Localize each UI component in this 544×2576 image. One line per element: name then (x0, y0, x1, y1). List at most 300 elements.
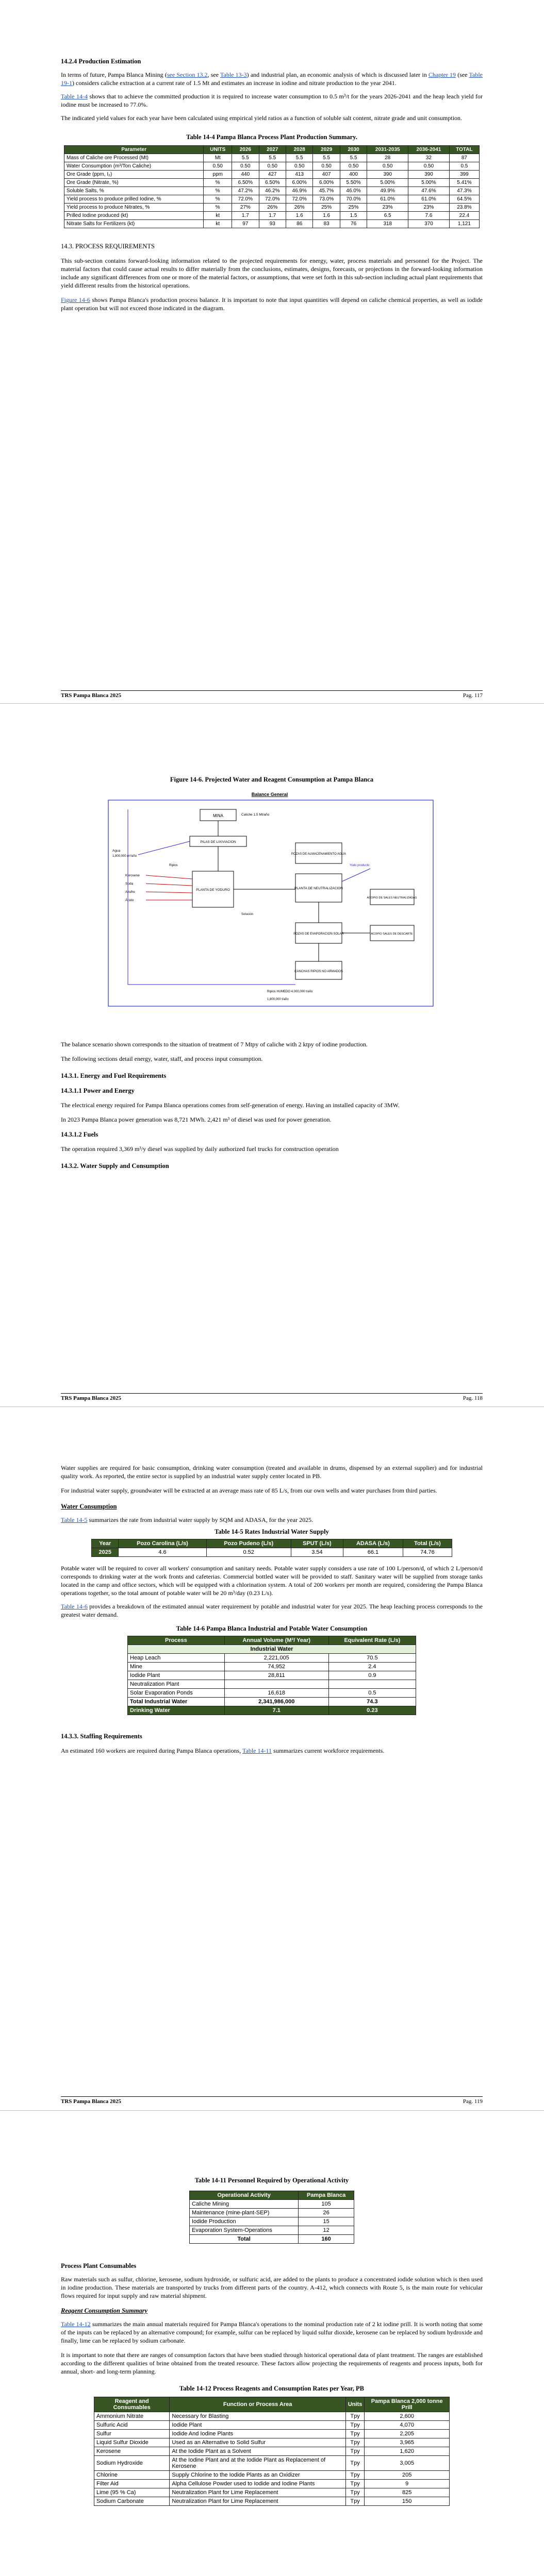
page-footer (61, 1393, 483, 1401)
table-cell: 440 (232, 171, 259, 179)
footer-page-number: Pag. 119 (463, 2098, 483, 2105)
table-header-cell: Parameter (64, 146, 204, 154)
table-cell: 1.6 (286, 212, 312, 220)
table-cell: 0.50 (259, 162, 286, 171)
table-cell: kt (204, 212, 232, 220)
table-cell: Supply Chlorine to the Iodide Plants as an Oxidizer (170, 2471, 345, 2480)
table-cell: 2,205 (365, 2430, 450, 2438)
table-header-cell: Pozo Pudeno (L/s) (206, 1539, 291, 1548)
table-cell: Iodide And Iodine Plants (170, 2430, 345, 2438)
table-header-row (128, 1636, 416, 1645)
table-cell: 5.41% (449, 179, 479, 187)
table-cell: ppm (204, 171, 232, 179)
table-header-cell: 2029 (313, 146, 340, 154)
table-cell (328, 1680, 416, 1689)
page-117 (0, 0, 544, 703)
table-cell (224, 1680, 328, 1689)
table-header-cell: Function or Process Area (170, 2397, 345, 2412)
table-cell: 15 (299, 2217, 354, 2226)
paragraph: The following sections detail energy, water, staff, and process input consumption. (61, 1055, 263, 1062)
table-cell: 0.50 (408, 162, 450, 171)
table-header-cell: Annual Volume (M³/ Year) (224, 1636, 328, 1645)
label-soda: Soda (125, 882, 134, 886)
link-table-14-12[interactable]: Table 14-12 (61, 2320, 91, 2328)
table-header-cell: 2028 (286, 146, 312, 154)
table-cell: 46.0% (340, 187, 367, 195)
production-summary-table (64, 145, 480, 228)
table-header-cell: ADASA (L/s) (343, 1539, 403, 1548)
table-cell: 5.00% (408, 179, 450, 187)
table-cell: Sodium Carbonate (94, 2497, 170, 2506)
table-cell: Liquid Sulfur Dioxide (94, 2438, 170, 2447)
table-cell: Tpy (345, 2438, 365, 2447)
section-heading-power: 14.3.1.1 Power and Energy (61, 1087, 135, 1094)
table-caption: Table 14-5 Rates Industrial Water Supply (215, 1528, 329, 1535)
table-cell: 1.6 (313, 212, 340, 220)
water-supply-table (91, 1539, 452, 1557)
table-subheader-row (128, 1645, 416, 1654)
table-cell: 74.3 (328, 1698, 416, 1706)
link-table-19-1[interactable]: Table 19-1 (61, 71, 483, 87)
section-heading-consumables: Process Plant Consumables (61, 2262, 137, 2269)
table-cell: 6.00% (286, 179, 312, 187)
table-cell: 2025 (92, 1548, 119, 1557)
table-row (190, 2235, 354, 2244)
label-pozas-almacenamiento: POZAS DE ALMACENAMIENTO AGUA (291, 853, 347, 856)
table-cell: 1,121 (449, 220, 479, 228)
table-row (128, 1671, 416, 1680)
table-cell: 5.50% (340, 179, 367, 187)
table-cell: % (204, 179, 232, 187)
table-row (190, 2226, 354, 2235)
paragraph: This sub-section contains forward-looking information related to the projected requirements for energy, water, process materials and personnel for the Project. The material factors that could cause actual results to differ materially from the conclusions, estimates, designs, forecasts, or projections in the forward-looking information include any significant differences from one or more of the material factors, or assumptions, that were set forth in this sub-section including actual plant requirements that yield different results from the historical operations. (61, 257, 483, 289)
table-row (92, 1548, 452, 1557)
table-cell: 26% (259, 204, 286, 212)
table-header-cell: 2027 (259, 146, 286, 154)
footer-title: TRS Pampa Blanca 2025 (61, 1395, 122, 1401)
table-cell: 5.5 (340, 154, 367, 162)
table-cell: Mine (128, 1663, 225, 1671)
table-cell: 5.5 (259, 154, 286, 162)
table-cell: 23.8% (449, 204, 479, 212)
table-cell: 105 (299, 2200, 354, 2209)
table-cell: Used as an Alternative to Solid Sulfur (170, 2438, 345, 2447)
table-row (94, 2447, 450, 2456)
paragraph: The balance scenario shown corresponds to the situation of treatment of 7 Mtpy of caliche with 2 ktpy of iodine production. (61, 1041, 368, 1048)
table-caption: Table 14-4 Pampa Blanca Process Plant Production Summary. (186, 133, 357, 141)
table-cell: 0.50 (340, 162, 367, 171)
table-cell: 12 (299, 2226, 354, 2235)
table-cell: 9 (365, 2480, 450, 2488)
table-cell: Total Industrial Water (128, 1698, 225, 1706)
table-row (64, 187, 480, 195)
paragraph: An estimated 160 workers are required during Pampa Blanca operations, Table 14-11 summarizes current workforce requirements. (61, 1747, 385, 1754)
table-cell: Alpha Cellulose Powder used to Iodide and Iodine Plants (170, 2480, 345, 2488)
personnel-table (189, 2191, 354, 2244)
table-cell: Filter Aid (94, 2480, 170, 2488)
table-header-row (64, 146, 480, 154)
paragraph: It is important to note that there are ranges of consumption factors that have been studied through historical operational data of plant treatment. The ranges are established according to the different qualities of brine obtained from the treated resource. These factors allow projecting the requirements of reagents and process inputs, both for annual, short- and long-term planning. (61, 2351, 483, 2375)
table-header-cell: 2031-2035 (367, 146, 408, 154)
table-row (64, 204, 480, 212)
table-row (94, 2471, 450, 2480)
table-cell: Evaporation System-Operations (190, 2226, 299, 2235)
table-cell: 1,620 (365, 2447, 450, 2456)
table-cell: 6.50% (232, 179, 259, 187)
table-row (64, 212, 480, 220)
flow-line-reagent (146, 875, 192, 879)
table-cell: 46.2% (259, 187, 286, 195)
table-cell: 0.5 (328, 1689, 416, 1698)
table-cell: 32 (408, 154, 450, 162)
table-cell: % (204, 187, 232, 195)
footer-page-number: Pag. 118 (463, 1395, 483, 1401)
table-cell: 6.00% (313, 179, 340, 187)
table-cell: Yield process to produce prilled Iodine, % (64, 195, 204, 204)
table-cell: 1.7 (259, 212, 286, 220)
table-cell: 2,600 (365, 2412, 450, 2421)
paragraph: Table 14-6 provides a breakdown of the estimated annual water requirement by potable and industrial water for year 2025. The heap leaching process corresponds to the greatest water demand. (61, 1603, 483, 1618)
label-acido: Ácido (125, 899, 134, 902)
table-cell: 2,221,005 (224, 1654, 328, 1663)
table-header-cell: Equivalent Rate (L/s) (328, 1636, 416, 1645)
table-cell: % (204, 195, 232, 204)
table-cell: Necessary for Blasting (170, 2412, 345, 2421)
paragraph: In 2023 Pampa Blanca power generation was 8,721 MWh. 2,421 m³ of diesel was used for power generation. (61, 1116, 332, 1123)
link-chapter-19[interactable]: Chapter 19 (428, 71, 456, 78)
table-header-cell: Total (L/s) (403, 1539, 452, 1548)
table-cell: 1.7 (232, 212, 259, 220)
table-header-row (94, 2397, 450, 2412)
table-cell: 23% (367, 204, 408, 212)
table-header-cell: Units (345, 2397, 365, 2412)
table-cell: 49.9% (367, 187, 408, 195)
table-cell: Heap Leach (128, 1654, 225, 1663)
table-cell: 61.0% (367, 195, 408, 204)
table-row (94, 2421, 450, 2430)
table-cell: 72.0% (286, 195, 312, 204)
table-cell: 1.5 (340, 212, 367, 220)
table-cell: 70.5 (328, 1654, 416, 1663)
label-ripios: Ripios (169, 864, 178, 867)
paragraph: Raw materials such as sulfur, chlorine, kerosene, sodium hydroxide, or sulfuric acid, are added to the plants to produce a concentrated iodide solution which is then used in iodine production. These materials are transported by trucks from different parts of the country. A-412, which connects with Route 5, is the main route for vehicular flows required for input supply and raw material shipment. (61, 2276, 483, 2299)
table-cell: 5.5 (313, 154, 340, 162)
table-cell: 3,005 (365, 2456, 450, 2471)
table-cell: Tpy (345, 2447, 365, 2456)
table-cell: 390 (408, 171, 450, 179)
table-caption: Table 14-12 Process Reagents and Consumption Rates per Year, PB (179, 2385, 364, 2392)
table-row (64, 171, 480, 179)
table-cell: Tpy (345, 2471, 365, 2480)
table-row (190, 2217, 354, 2226)
label-planta-yodo: PLANTA DE YODURO (196, 888, 230, 892)
table-header-cell: Pozo Carolina (L/s) (119, 1539, 206, 1548)
table-cell: 28,811 (224, 1671, 328, 1680)
paragraph: In terms of future, Pampa Blanca Mining (see Section 13.2, see Table 13-3) and industrial plan, an economic analysis of which is discussed later in Chapter 19 (see Table 19-1) considers caliche extraction at a current rate of 1.5 Mt and estimates an increase in iodine and nitrate production to the year 2041. (61, 71, 483, 87)
table-cell: Total (190, 2235, 299, 2244)
diagram-title: Balance General (251, 792, 288, 797)
table-cell: 4,070 (365, 2421, 450, 2430)
table-header-cell: Reagent and Consumables (94, 2397, 170, 2412)
table-cell: 5.5 (286, 154, 312, 162)
table-cell: Yield process to produce Nitrates, % (64, 204, 204, 212)
table-cell: 16,618 (224, 1689, 328, 1698)
table-row (190, 2209, 354, 2217)
paragraph: For industrial water supply, groundwater will be extracted at an average mass rate of 85 L/s, from our own wells and water purchases from third parties. (61, 1487, 437, 1494)
table-header-cell: 2036-2041 (408, 146, 450, 154)
link-table-14-6[interactable]: Table 14-6 (61, 1603, 88, 1610)
table-cell: Neutralization Plant (128, 1680, 225, 1689)
table-row (94, 2412, 450, 2421)
label-ripio-val: 1,800,000 t/año (267, 998, 289, 1001)
table-header-cell: Pampa Blanca 2,000 tonne Prill (365, 2397, 450, 2412)
table-subheader-cell: Industrial Water (128, 1645, 416, 1654)
table-cell: Neutralization Plant for Lime Replacement (170, 2488, 345, 2497)
flow-line-reagent (146, 884, 192, 886)
table-row (128, 1706, 416, 1715)
table-cell: Maintenance (mine-plant-SEP) (190, 2209, 299, 2217)
table-cell: Sulfuric Acid (94, 2421, 170, 2430)
section-heading-water-consumption: Water Consumption (61, 1503, 117, 1510)
table-cell: 399 (449, 171, 479, 179)
table-cell: 5.00% (367, 179, 408, 187)
label-agua-val: 1,800,000 m³/año (112, 855, 137, 858)
table-cell: 825 (365, 2488, 450, 2497)
table-cell: 97 (232, 220, 259, 228)
table-cell: 74,952 (224, 1663, 328, 1671)
table-header-cell: 2026 (232, 146, 259, 154)
link-section-13-2[interactable]: see Section 13.2 (167, 71, 208, 78)
table-cell: 0.52 (206, 1548, 291, 1557)
paragraph: The indicated yield values for each year have been calculated using empirical yield ratios as a function of soluble salt content, nitrate grade and unit consumption. (61, 114, 463, 122)
table-cell: 61.0% (408, 195, 450, 204)
table-cell: 45.7% (313, 187, 340, 195)
table-cell: 2.4 (328, 1663, 416, 1671)
table-header-cell: TOTAL (449, 146, 479, 154)
label-agua: Agua (112, 849, 121, 853)
label-kerosene: Kerosene (125, 874, 140, 877)
table-cell: Tpy (345, 2497, 365, 2506)
table-header-cell: SPUT (L/s) (291, 1539, 343, 1548)
table-row (64, 162, 480, 171)
table-cell: Tpy (345, 2480, 365, 2488)
table-cell: 427 (259, 171, 286, 179)
flow-line-reagent (146, 892, 192, 893)
table-header-cell: Operational Activity (190, 2191, 299, 2200)
label-pozas-evaporacion: POZAS DE EVAPORACION SOLAR (293, 933, 344, 936)
table-cell: At the Iodine Plant and at the Iodide Plant as Replacement of Kerosene (170, 2456, 345, 2471)
table-row (190, 2200, 354, 2209)
table-cell: 22.4 (449, 212, 479, 220)
table-cell: Nitrate Salts for Fertilizers (kt) (64, 220, 204, 228)
table-cell: Soluble Salts, % (64, 187, 204, 195)
table-cell: 74.76 (403, 1548, 452, 1557)
table-caption: Table 14-6 Pampa Blanca Industrial and Potable Water Consumption (176, 1625, 368, 1632)
link-table-14-11[interactable]: Table 14-11 (242, 1747, 272, 1754)
page-118 (0, 704, 544, 1406)
table-cell: 26% (286, 204, 312, 212)
table-cell: Mass of Caliche ore Processed (Mt) (64, 154, 204, 162)
table-cell: Lime (95 % Ca) (94, 2488, 170, 2497)
table-cell: Neutralization Plant for Lime Replacement (170, 2497, 345, 2506)
table-cell: Iodide Plant (128, 1671, 225, 1680)
table-cell: 47.6% (408, 187, 450, 195)
table-cell: 0.5 (449, 162, 479, 171)
table-cell: Drinking Water (128, 1706, 225, 1715)
paragraph: Potable water will be required to cover all workers' consumption and sanitary needs. Potable water supply considers a use rate of 100 L/person/d, of which 2 L/person/d corresponds to drinking water at the work fronts and cafeterias. Commercial bottled water will be provided to staff. Sanitary water will be supplied from storage tanks located in the camp and office sectors, which will be equipped with a chlorination system. A total of 200 workers per month are required, considering the Pampa Blanca operations together, so the total amount of potable water will be 20 m³/day (0.23 L/s). (61, 1565, 483, 1597)
table-cell: 3,965 (365, 2438, 450, 2447)
table-cell: Tpy (345, 2488, 365, 2497)
table-cell: 370 (408, 220, 450, 228)
page-120 (0, 2111, 544, 2576)
label-azufre: Azufre (125, 890, 135, 894)
table-cell: 6.50% (259, 179, 286, 187)
table-cell: 0.50 (313, 162, 340, 171)
table-header-cell: Year (92, 1539, 119, 1548)
table-cell: Tpy (345, 2412, 365, 2421)
table-cell: 83 (313, 220, 340, 228)
table-row (94, 2488, 450, 2497)
table-cell: Water Consumption (m³/Ton Caliche) (64, 162, 204, 171)
label-solucion: Solución (241, 913, 254, 916)
table-row (94, 2430, 450, 2438)
flow-line-agua (138, 841, 190, 855)
table-cell: Caliche Mining (190, 2200, 299, 2209)
table-cell: Tpy (345, 2430, 365, 2438)
table-cell: 25% (340, 204, 367, 212)
table-cell: 72.0% (259, 195, 286, 204)
table-row (128, 1689, 416, 1698)
label-mina: MINA (213, 814, 223, 818)
table-cell: 76 (340, 220, 367, 228)
table-cell: 6.5 (367, 212, 408, 220)
page-119 (0, 1407, 544, 2110)
table-cell: 47.3% (449, 187, 479, 195)
table-cell: 2,341,986,000 (224, 1698, 328, 1706)
table-cell: 7.6 (408, 212, 450, 220)
link-figure-14-6[interactable]: Figure 14-6 (61, 296, 90, 303)
label-acopio-descarte: ACOPIO SALES DE DESCARTE (371, 933, 413, 936)
table-cell: 64.5% (449, 195, 479, 204)
table-cell: Ore Grade (ppm, I₂) (64, 171, 204, 179)
table-row (128, 1663, 416, 1671)
page-footer (61, 2096, 483, 2105)
table-row (128, 1698, 416, 1706)
table-cell: 87 (449, 154, 479, 162)
table-row (94, 2497, 450, 2506)
paragraph: The electrical energy required for Pampa Blanca operations comes from self-generation of energy. Having an installed capacity of 3MW. (61, 1101, 400, 1109)
section-heading-staffing: 14.3.3. Staffing Requirements (61, 1733, 142, 1740)
table-cell: Iodide Production (190, 2217, 299, 2226)
label-mina-note: Caliche 1.5 Mt/año (241, 813, 270, 817)
table-cell: Solar Evaporation Ponds (128, 1689, 225, 1698)
table-cell: 0.23 (328, 1706, 416, 1715)
figure-caption: Figure 14-6. Projected Water and Reagent Consumption at Pampa Blanca (170, 776, 374, 783)
table-row (94, 2480, 450, 2488)
table-cell: Iodide Plant (170, 2421, 345, 2430)
table-cell: Tpy (345, 2421, 365, 2430)
table-cell: 72.0% (232, 195, 259, 204)
table-cell: Ore Grade (Nitrate, %) (64, 179, 204, 187)
label-acopio-sales: ACOPIO DE SALES NEUTRALIZADAS (367, 896, 417, 900)
table-row (64, 195, 480, 204)
paragraph: Water supplies are required for basic consumption, drinking water consumption (treated and available in drums, dispensed by an external supplier) and for industrial quality work. As reported, the entire sector is supplied by an industrial water supply center located in PB. (61, 1464, 483, 1480)
table-cell: 0.50 (286, 162, 312, 171)
table-cell: Prilled Iodine produced (kt) (64, 212, 204, 220)
table-cell: 400 (340, 171, 367, 179)
footer-page-number: Pag. 117 (463, 692, 483, 699)
table-cell: Sulfur (94, 2430, 170, 2438)
table-cell: 70.0% (340, 195, 367, 204)
table-cell: 28 (367, 154, 408, 162)
section-heading-reagents: Reagent Consumption Summary (61, 2307, 148, 2314)
table-cell: 26 (299, 2209, 354, 2217)
table-cell: 27% (232, 204, 259, 212)
table-cell: 66.1 (343, 1548, 403, 1557)
water-consumption-table (127, 1636, 416, 1715)
link-table-14-5[interactable]: Table 14-5 (61, 1516, 88, 1523)
water-balance-diagram (61, 789, 483, 1031)
table-cell: At the Iodide Plant as a Solvent (170, 2447, 345, 2456)
table-cell: Sodium Hydroxide (94, 2456, 170, 2471)
table-row (64, 154, 480, 162)
table-cell: 0.9 (328, 1671, 416, 1680)
table-cell: 150 (365, 2497, 450, 2506)
table-row (94, 2456, 450, 2471)
table-cell: Chlorine (94, 2471, 170, 2480)
table-header-row (190, 2191, 354, 2200)
paragraph: Figure 14-6 shows Pampa Blanca's production process balance. It is important to note that input quantities will depend on caliche chemical properties, as well as iodide plant operation but will not exceed those indicated in the diagram. (61, 296, 483, 312)
table-cell: 3.54 (291, 1548, 343, 1557)
table-cell: % (204, 204, 232, 212)
table-row (128, 1654, 416, 1663)
table-cell: 0.50 (232, 162, 259, 171)
label-canchas: CANCHAS RIPIOS NO ARMADOS (294, 970, 343, 973)
table-cell: 390 (367, 171, 408, 179)
table-cell: 86 (286, 220, 312, 228)
link-table-13-3[interactable]: Table 13-3 (220, 71, 247, 78)
table-cell: Ammonium Nitrate (94, 2412, 170, 2421)
table-cell: 25% (313, 204, 340, 212)
table-cell: 5.5 (232, 154, 259, 162)
table-row (64, 220, 480, 228)
table-row (64, 179, 480, 187)
paragraph: The operation required 3,369 m³/y diesel was supplied by daily authorized fuel trucks for construction operation (61, 1145, 339, 1153)
section-heading-water: 14.3.2. Water Supply and Consumption (61, 1162, 169, 1170)
table-cell: kt (204, 220, 232, 228)
table-header-cell: UNITS (204, 146, 232, 154)
table-cell: 205 (365, 2471, 450, 2480)
table-cell: 413 (286, 171, 312, 179)
label-pilas: PILAS DE LIXIVIACION (200, 840, 236, 844)
section-heading-energy: 14.3.1. Energy and Fuel Requirements (61, 1072, 167, 1079)
footer-title: TRS Pampa Blanca 2025 (61, 2098, 122, 2105)
table-cell: 318 (367, 220, 408, 228)
table-cell: 160 (299, 2235, 354, 2244)
paragraph: Table 14-4 shows that to achieve the committed production it is required to increase water consumption to 0.5 m³/t for the years 2026-2041 and the heap leach yield for iodine must be increased to 77.0%. (61, 93, 483, 108)
section-heading-production-estimation: 14.2.4 Production Estimation (61, 58, 141, 65)
table-cell: Kerosene (94, 2447, 170, 2456)
table-cell: Tpy (345, 2456, 365, 2471)
table-cell: 47.2% (232, 187, 259, 195)
table-caption: Table 14-11 Personnel Required by Operational Activity (194, 2177, 349, 2184)
table-cell: 93 (259, 220, 286, 228)
table-cell: 46.9% (286, 187, 312, 195)
paragraph: Table 14-5 summarizes the rate from industrial water supply by SQM and ADASA, for the year 2025. (61, 1516, 314, 1523)
label-yodo-producto: Yodo producto (350, 864, 370, 867)
table-row (94, 2438, 450, 2447)
link-table-14-4[interactable]: Table 14-4 (61, 93, 88, 100)
